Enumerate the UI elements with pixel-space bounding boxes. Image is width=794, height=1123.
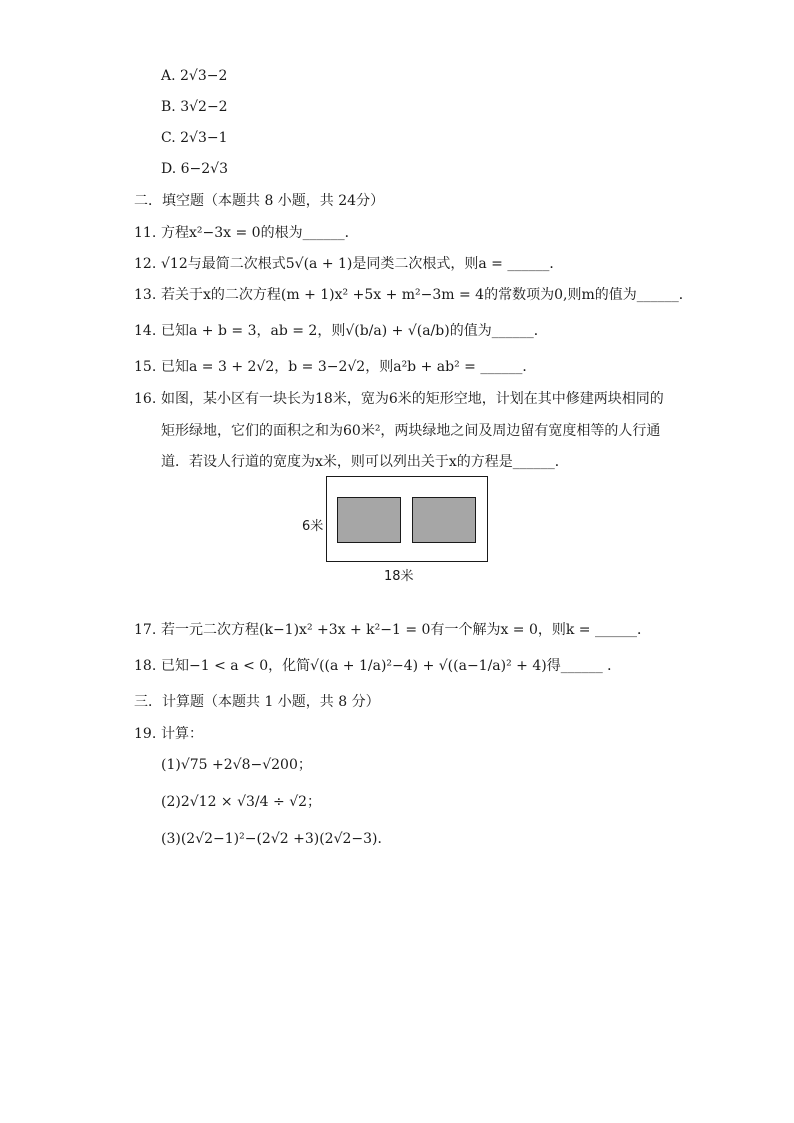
question-19-part-2: (2)2√12 × √3/4 ÷ √2； xyxy=(161,794,322,810)
question-text: 已知a = 3 + 2√2，b = 3−2√2，则a²b + ab² = ______． xyxy=(161,359,537,375)
option-d: D. 6−2√3 xyxy=(161,161,229,177)
question-19 xyxy=(134,725,203,743)
question-19-part-1: (1)√75 +2√8−√200； xyxy=(161,757,312,773)
question-number: 11. xyxy=(134,225,157,241)
question-14 xyxy=(134,322,548,340)
section-2-title: 二．填空题（本题共 8 小题，共 24分） xyxy=(134,193,385,209)
section-3-title: 三．计算题（本题共 1 小题，共 8 分） xyxy=(134,694,380,710)
question-16-line-2: 矩形绿地，它们的面积之和为60米²，两块绿地之间及周边留有宽度相等的人行通 xyxy=(161,423,661,439)
option-c: C. 2√3−1 xyxy=(161,130,228,146)
question-text: 已知a + b = 3，ab = 2，则√(b/a) + √(a/b)的值为______． xyxy=(161,323,548,339)
question-number: 19. xyxy=(134,726,157,742)
question-number: 12. xyxy=(134,256,157,272)
green-plot-right xyxy=(412,497,476,543)
question-number: 14. xyxy=(134,323,157,339)
question-16-line-1 xyxy=(134,390,664,408)
question-11 xyxy=(134,224,359,242)
green-plot-left xyxy=(337,497,401,543)
question-12 xyxy=(134,255,564,273)
option-a: A. 2√3−2 xyxy=(161,68,228,84)
question-text: 若关于x的二次方程(m + 1)x² +5x + m²−3m = 4的常数项为0,则m的值为______． xyxy=(161,287,693,303)
figure-length-label: 18米 xyxy=(384,569,414,584)
question-number: 17. xyxy=(134,622,157,638)
question-number: 18. xyxy=(134,658,157,674)
question-text: 若一元二次方程(k−1)x² +3x + k²−1 = 0有一个解为x = 0，则k = ______． xyxy=(161,622,651,638)
question-number: 15. xyxy=(134,359,157,375)
question-16-line-3: 道．若设人行道的宽度为x米，则可以列出关于x的方程是______． xyxy=(161,454,569,470)
question-17 xyxy=(134,621,651,639)
question-18 xyxy=(134,657,622,675)
question-text: 计算： xyxy=(161,726,203,742)
figure-width-label: 6米 xyxy=(302,519,324,534)
question-19-part-3: (3)(2√2−1)²−(2√2 +3)(2√2−3)． xyxy=(161,831,392,847)
question-text: 方程x²−3x = 0的根为______． xyxy=(161,225,359,241)
question-15 xyxy=(134,358,537,376)
question-text: 如图，某小区有一块长为18米，宽为6米的矩形空地，计划在其中修建两块相同的 xyxy=(161,391,664,407)
question-text: √12与最简二次根式5√(a + 1)是同类二次根式，则a = ______． xyxy=(161,256,564,272)
question-number: 13. xyxy=(134,287,157,303)
question-text: 已知−1 < a < 0，化简√((a + 1/a)²−4) + √((a−1/a)² + 4)得______ ． xyxy=(161,658,622,674)
rectangle-figure xyxy=(326,476,488,562)
question-number: 16. xyxy=(134,391,157,407)
question-13 xyxy=(134,286,693,304)
option-b: B. 3√2−2 xyxy=(161,99,228,115)
